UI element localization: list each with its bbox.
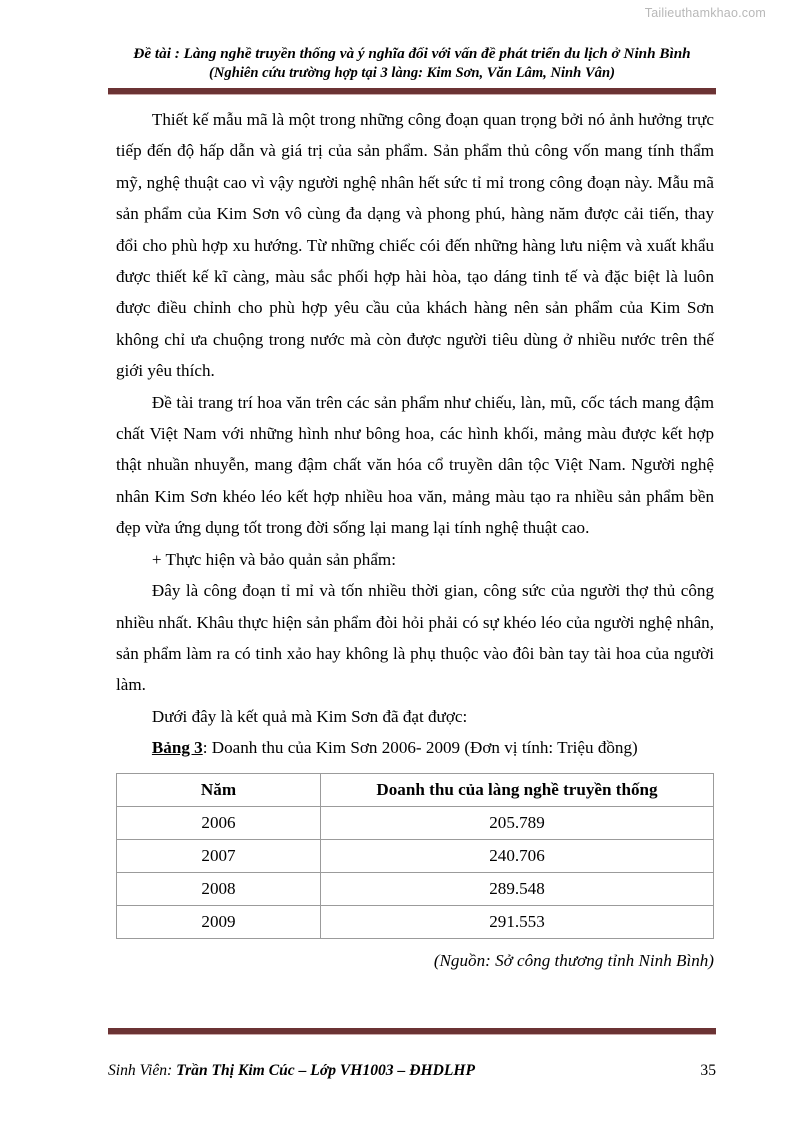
footer-divider-rule xyxy=(108,1028,716,1035)
site-watermark: Tailieuthamkhao.com xyxy=(644,6,766,20)
table-cell-revenue: 291.553 xyxy=(321,905,714,938)
body-paragraph-3-subheading: + Thực hiện và bảo quản sản phẩm: xyxy=(151,549,396,569)
page-footer xyxy=(108,1062,716,1080)
table-cell-year: 2009 xyxy=(117,905,321,938)
table-row xyxy=(117,905,714,938)
page-header xyxy=(108,44,716,84)
table-cell-revenue: 289.548 xyxy=(321,872,714,905)
body-paragraph-2: Đề tài trang trí hoa văn trên các sản phẩm như chiếu, làn, mũ, cốc tách mang đậm chất Việt Nam với những hình như bông hoa, các hình khối, mảng màu được kết hợp thật nhuần nhuyễn, mang đậm chất văn hóa cổ truyền dân tộc Việt Nam. Người nghệ nhân Kim Sơn khéo léo kết hợp nhiều hoa văn, mảng màu tạo ra nhiều sản phẩm bền đẹp vừa ứng dụng tốt trong đời sống lại mang lại tính nghệ thuật cao. xyxy=(116,392,714,538)
table-source-note: (Nguồn: Sở công thương tỉnh Ninh Bình) xyxy=(433,950,714,970)
table-cell-year: 2008 xyxy=(117,872,321,905)
page-number: 35 xyxy=(700,1062,716,1079)
table-caption-text: : Doanh thu của Kim Sơn 2006- 2009 (Đơn vị tính: Triệu đồng) xyxy=(202,738,638,758)
table-cell-revenue: 240.706 xyxy=(321,839,714,872)
footer-prefix: Sinh Viên: xyxy=(108,1062,177,1079)
body-paragraph-4: Đây là công đoạn tỉ mỉ và tốn nhiều thời gian, công sức của người thợ thủ công nhiều nhất. Khâu thực hiện sản phẩm đòi hỏi phải có sự khéo léo của người nghệ nhân, sản phẩm làm ra có tinh xảo hay không là phụ thuộc vào đôi bàn tay tài hoa của người làm. xyxy=(116,581,714,695)
table-row xyxy=(117,806,714,839)
table-cell-year: 2006 xyxy=(117,806,321,839)
header-title-line-2: (Nghiên cứu trường hợp tại 3 làng: Kim Sơn, Văn Lâm, Ninh Vân) xyxy=(209,65,615,82)
table-cell-year: 2007 xyxy=(117,839,321,872)
body-paragraph-5: Dưới đây là kết quả mà Kim Sơn đã đạt được: xyxy=(151,706,468,726)
table-header-row xyxy=(117,773,714,806)
revenue-table xyxy=(116,773,714,939)
table-caption xyxy=(116,732,714,763)
document-body xyxy=(116,104,714,974)
table-caption-label: Bảng 3 xyxy=(151,738,203,758)
table-header-year: Năm xyxy=(117,773,321,806)
footer-student-info xyxy=(108,1062,475,1080)
header-divider-rule xyxy=(108,88,716,95)
body-paragraph-1: Thiết kế mẫu mã là một trong những công đoạn quan trọng bởi nó ảnh hưởng trực tiếp đến độ hấp dẫn và giá trị của sản phẩm. Sản phẩm thủ công vốn mang tính thẩm mỹ, nghệ thuật cao vì vậy người nghệ nhân hết sức tỉ mỉ trong công đoạn này. Mẫu mã sản phẩm của Kim Sơn vô cùng đa dạng và phong phú, hàng năm được cải tiến, thay đổi cho phù hợp xu hướng. Từ những chiếc cói đến những hàng lưu niệm và xuất khẩu được thiết kế kĩ càng, màu sắc phối hợp hài hòa, tạo dáng tinh tế và đặc biệt là luôn được điều chỉnh cho phù hợp yêu cầu của khách hàng nên sản phẩm của Kim Sơn không chỉ ưa chuộng trong nước mà còn được người tiêu dùng ở nhiều nước trên thế giới yêu thích. xyxy=(116,110,714,381)
table-row xyxy=(117,839,714,872)
table-header-revenue: Doanh thu của làng nghề truyền thống xyxy=(321,773,714,806)
table-cell-revenue: 205.789 xyxy=(321,806,714,839)
table-row xyxy=(117,872,714,905)
footer-student-name: Trần Thị Kim Cúc – Lớp VH1003 – ĐHDLHP xyxy=(176,1062,476,1079)
header-title-line-1: Đề tài : Làng nghề truyền thống và ý nghĩa đối với vấn đề phát triển du lịch ở Ninh Bình xyxy=(133,45,691,62)
